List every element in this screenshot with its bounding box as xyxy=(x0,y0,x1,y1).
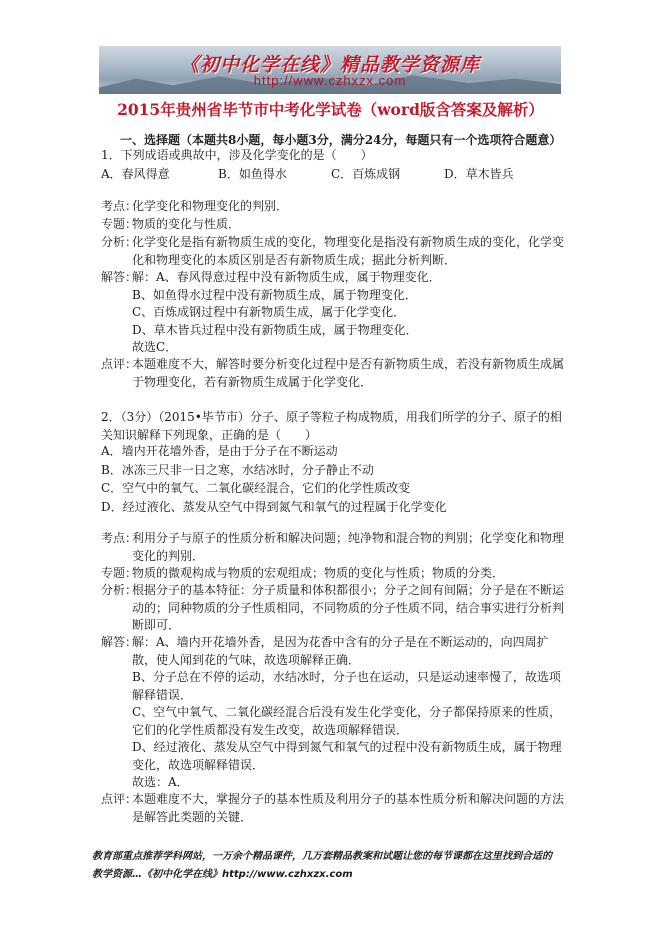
q1-dianping-text: 本题难度不大，解答时要分析变化过程中是否有新物质生成，若没有新物质生成属于物理变化，若有新物质生成属于化学变化． xyxy=(132,357,565,389)
q1-options xyxy=(101,165,514,182)
q1-jieda-line-1: 解：A、春风得意过程中没有新物质生成，属于物理变化． xyxy=(132,270,441,284)
q2-zhuanti-label: 专题： xyxy=(101,566,138,580)
q2-jieda-line-2: B、分子总在不停的运动，水结冰时，分子也在运动，只是运动速率慢了，故选项解释错误． xyxy=(132,670,561,702)
footer-note xyxy=(92,848,572,884)
q1-zhuanti xyxy=(101,216,571,234)
q1-option-b: B．如鱼得水 xyxy=(218,167,287,181)
q2-jieda xyxy=(101,634,571,792)
q2-option-c: C．空气中的氧气、二氧化碳经混合，它们的化学性质改变 xyxy=(101,481,411,495)
q2-dianping xyxy=(101,791,571,826)
header-banner xyxy=(99,46,561,94)
q2-jieda-label: 解答： xyxy=(101,635,138,649)
q1-jieda-line-4: D、草木皆兵过程中没有新物质生成，属于物理变化． xyxy=(132,322,418,337)
q1-jieda-label: 解答： xyxy=(101,270,138,284)
q1-fenxi-label: 分析： xyxy=(101,235,138,249)
banner-title: 《初中化学在线》精品教学资源库 xyxy=(179,54,480,76)
q1-zhuanti-label: 专题： xyxy=(101,217,138,231)
q2-option-d: D．经过液化、蒸发从空气中得到氮气和氧气的过程属于化学变化 xyxy=(101,499,447,514)
banner-url[interactable]: http://www.czhxzx.com xyxy=(253,73,407,88)
q1-option-a: A．春风得意 xyxy=(101,167,170,181)
q2-jieda-line-4: D、经过液化、蒸发从空气中得到氮气和氧气的过程中没有新物质生成，属于物理变化，故选项解释错误． xyxy=(132,740,562,772)
document-title: 2015年贵州省毕节市中考化学试卷（word版含答案及解析） xyxy=(117,100,544,119)
q1-jieda-line-5: 故选C． xyxy=(132,340,178,354)
q1-kaodian-label: 考点： xyxy=(101,199,138,213)
q2-fenxi xyxy=(101,582,571,635)
q1-option-c: C．百炼成钢 xyxy=(331,167,401,181)
q1-zhuanti-text: 物质的变化与性质． xyxy=(132,217,241,231)
q2-fenxi-label: 分析： xyxy=(101,583,138,597)
q2-option-b: B．冰冻三尺非一日之寒，水结冰时，分子静止不动 xyxy=(101,462,374,477)
q2-options xyxy=(101,442,447,516)
q2-zhuanti-text: 物质的微观构成与物质的宏观组成；物质的变化与性质；物质的分类． xyxy=(132,566,505,580)
q1-dianping xyxy=(101,356,571,391)
q1-dianping-label: 点评： xyxy=(101,357,138,371)
q1-kaodian-text: 化学变化和物理变化的判别． xyxy=(132,199,289,213)
q1-fenxi-text: 化学变化是指有新物质生成的变化，物理变化是指没有新物质生成的变化，化学变化和物理变化的本质区别是否有新物质生成；据此分析判断． xyxy=(132,235,565,267)
q1-stem: 1．下列成语或典故中，涉及化学变化的是（ ） xyxy=(101,148,373,162)
q2-option-a: A．墙内开花墙外香，是由于分子在不断运动 xyxy=(101,444,338,458)
q2-fenxi-text: 根据分子的基本特征：分子质量和体积都很小；分子之间有间隔；分子是在不断运动的；同种物质的分子性质相同，不同物质的分子性质不同，结合事实进行分析判断即可． xyxy=(132,583,565,632)
q2-jieda-line-3: C、空气中氧气、二氧化碳经混合后没有发生化学变化，分子都保持原来的性质，它们的化学性质都没有发生改变，故选项解释错误． xyxy=(132,705,562,737)
q2-stem: 2．（3分）（2015•毕节市）分子、原子等粒子构成物质，用我们所学的分子、原子的相关知识解释下列现象，正确的是（ ） xyxy=(101,410,562,442)
q1-jieda xyxy=(101,269,571,357)
q2-dianping-text: 本题难度不大，掌握分子的基本性质及利用分子的基本性质分析和解决问题的方法是解答此类题的关键． xyxy=(132,792,565,824)
q1-option-d: D．草木皆兵 xyxy=(444,167,514,181)
q1-kaodian xyxy=(101,198,571,216)
q2-kaodian-label: 考点： xyxy=(101,531,138,545)
footer-line-2[interactable]: 教学资源…《初中化学在线》http://www.czhxzx.com xyxy=(92,869,353,880)
q2-jieda-line-5: 故选：A． xyxy=(132,775,189,789)
q1-fenxi xyxy=(101,234,571,269)
q2-dianping-label: 点评： xyxy=(101,792,138,806)
q1-jieda-line-3: C、百炼成钢过程中有新物质生成，属于化学变化． xyxy=(132,305,406,319)
q2-kaodian-text: 利用分子与原子的性质分析和解决问题；纯净物和混合物的判别；化学变化和物理变化的判别． xyxy=(132,531,565,563)
footer-line-1: 教育部重点推荐学科网站，一万余个精品课件，几万套精品教案和试题让您的每节课都在这里找到合适的 xyxy=(92,851,552,862)
section-heading: 一、选择题（本题共8小题，每小题3分，满分24分，每题只有一个选项符合题意） xyxy=(120,133,562,147)
q1-jieda-line-2: B、如鱼得水过程中没有新物质生成，属于物理变化． xyxy=(132,287,417,302)
q2-jieda-line-1: 解：A、墙内开花墙外香，是因为花香中含有的分子是在不断运动的，向四周扩散，使人闻到花的气味，故选项解释正确． xyxy=(132,635,549,667)
q2-zhuanti xyxy=(101,565,571,583)
q2-kaodian xyxy=(101,530,571,565)
